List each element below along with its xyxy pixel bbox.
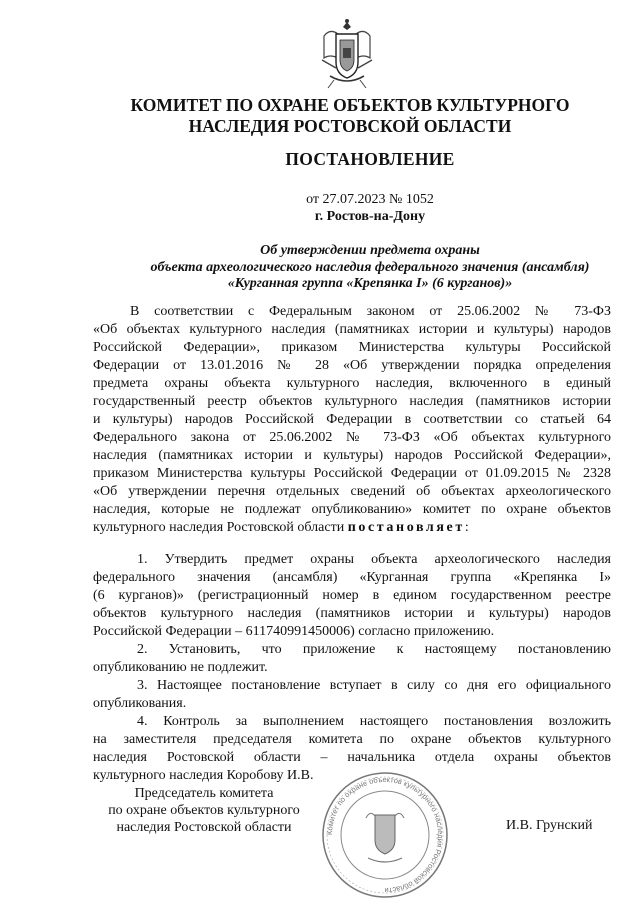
preamble-line: В соответствии с Федеральным законом от 25.06.2002 № 73-ФЗ [130,304,611,319]
item-4-line: 4. Контроль за выполнением настоящего постановления возложить [137,714,611,729]
subject-line-3: «Курганная группа «Крепянка I» (6 курганов)» [227,276,513,291]
preamble-line: Федерального закона от 25.06.2002 № 73-ФЗ «Об объектах культурного [93,430,611,445]
item-1-line: Российской Федерации – 611740991450006) согласно приложению. [93,624,495,639]
org-line-2: НАСЛЕДИЯ РОСТОВСКОЙ ОБЛАСТИ [188,116,512,136]
item-4-line: наследия Ростовской области – начальника отдела охраны объектов [93,750,611,765]
item-4-line: на заместителя председателя комитета по охране объектов культурного [93,732,611,747]
subject-line-2: объекта археологического наследия федерального значения (ансамбля) [150,259,590,275]
document-type-title: ПОСТАНОВЛЕНИЕ [285,149,455,169]
item-1-line: федерального значения (ансамбля) «Курганная группа «Крепянка I» [93,570,611,585]
item-4-line: культурного наследия Коробову И.В. [93,768,314,783]
item-3-line: опубликования. [93,696,187,711]
seal-ring-text: Комитет по охране объектов культурного наследия Ростовской области [324,774,446,896]
subject-line-1: Об утверждении предмета охраны [260,243,480,258]
signatory-title [95,785,313,836]
preamble-line: приказом Министерства культуры Российской Федерации от 01.09.2015 № 2328 [93,466,611,481]
signatory-name: И.В. Грунский [506,818,593,833]
item-3-line: 3. Настоящее постановление вступает в силу со дня его официального [137,678,611,693]
document-date-number: от 27.07.2023 № 1052 [306,192,434,207]
preamble-line: Российской Федерации», приказом Министерства культуры Российской [93,340,611,355]
document-city: г. Ростов-на-Дону [314,209,426,224]
decree-colon: : [464,520,469,535]
item-1-line: (6 курганов)» (регистрационный номер в едином государственном реестре [93,588,611,603]
signatory-title-line-1: Председатель комитета [134,786,274,801]
preamble-line: наследия (памятниках истории и культуры) народов Российской Федерации», [93,448,611,463]
preamble-line: «Об утверждении перечня отдельных сведений об объектах археологического [93,484,611,499]
org-line-1: КОМИТЕТ ПО ОХРАНЕ ОБЪЕКТОВ КУЛЬТУРНОГО [130,95,570,115]
preamble-line: наследия, которые не подлежат опубликованию» комитет по охране объектов [93,502,611,517]
item-1-line: 1. Утвердить предмет охраны объекта археологического наследия [137,552,611,567]
decree-word: постановляет [347,520,465,535]
preamble-line: государственный реестр объектов культурного наследия (памятников истории [93,394,611,409]
preamble-line: и культуры) народов Российской Федерации в соответствии со статьей 64 [93,412,611,427]
preamble-line: Федерации от 13.01.2016 № 28 «Об утверждении порядка определения [93,358,611,373]
item-2-line: 2. Установить, что приложение к настоящему постановлению [137,642,611,657]
preamble-last-text: культурного наследия Ростовской области [93,520,348,535]
signatory-title-line-3: наследия Ростовской области [116,820,292,835]
preamble-last-line [93,519,611,536]
signatory-title-line-2: по охране объектов культурного [108,803,300,818]
preamble-line: «Об объектах культурного наследия (памятниках истории и культуры) народов [93,322,611,337]
preamble-line: предмета охраны объекта культурного наследия, включенного в единый [93,376,611,391]
item-1-line: объектов культурного наследия (памятников истории и культуры) народов [93,606,611,621]
item-2-line: опубликованию не подлежит. [93,660,268,675]
official-seal-stamp [320,770,450,900]
